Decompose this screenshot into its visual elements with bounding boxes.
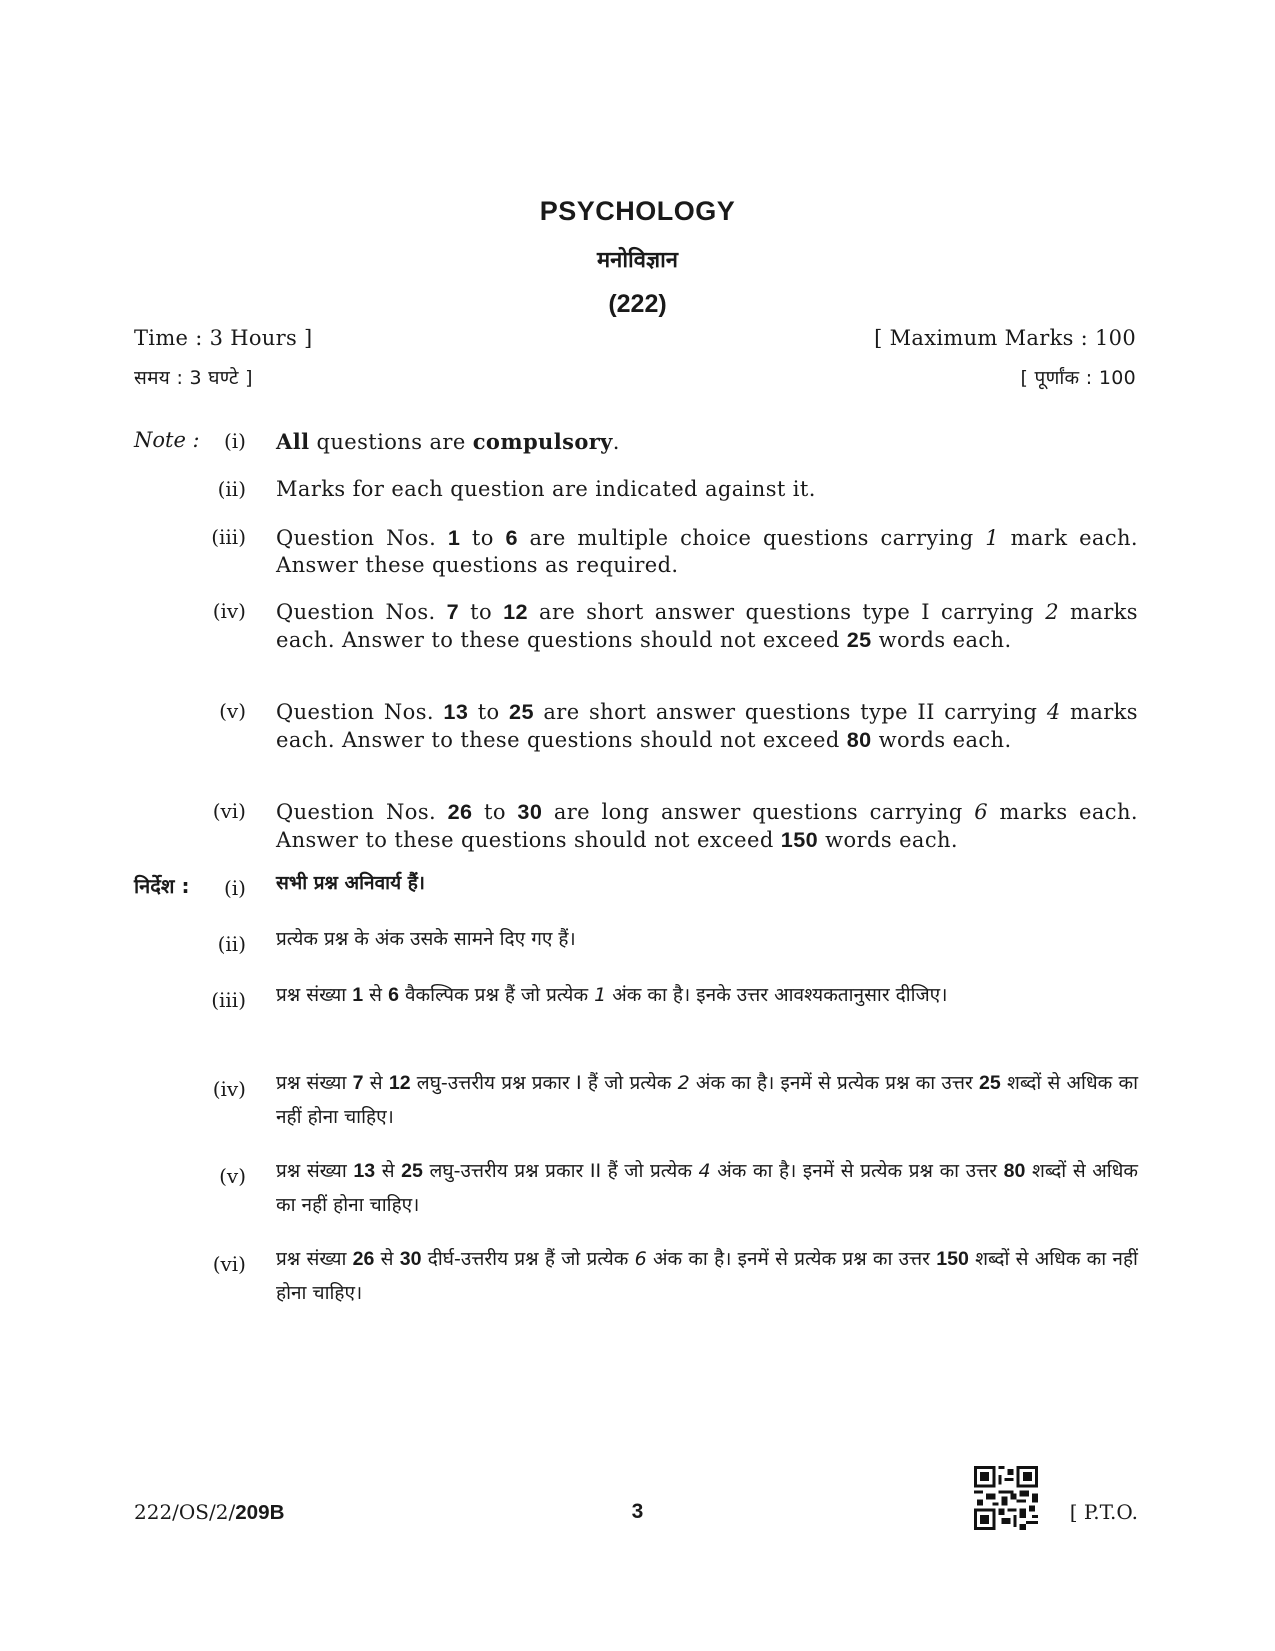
page-number: 3: [631, 1500, 644, 1523]
note-item-4: Question Nos. 7 to 12 are short answer questions type I carrying 2 marks each. Answer to these questions should not exceed 25 words each.: [276, 599, 1138, 652]
note-item-number: (v): [219, 699, 246, 723]
nirdesh-item-2: प्रत्येक प्रश्न के अंक उसके सामने दिए गए हैं।: [276, 928, 576, 950]
nirdesh-item-4: प्रश्न संख्या 7 से 12 लघु-उत्तरीय प्रश्न प्रकार I हैं जो प्रत्येक 2 अंक का है। इनमें से प्रत्येक प्रश्न का उत्तर 25 शब्दों से अधिक का नहीं होना चाहिए।: [276, 1072, 1138, 1128]
nirdesh-item-6: प्रश्न संख्या 26 से 30 दीर्घ-उत्तरीय प्रश्न हैं जो प्रत्येक 6 अंक का है। इनमें से प्रत्येक प्रश्न का उत्तर 150 शब्दों से अधिक का नहीं होना चाहिए।: [276, 1248, 1138, 1304]
note-label: Note :: [134, 428, 200, 452]
subject-title: PSYCHOLOGY: [539, 196, 736, 226]
note-item-number: (iv): [212, 599, 246, 623]
qr-code-icon: [974, 1466, 1038, 1530]
note-item-number: (vi): [212, 799, 246, 823]
subject-code: (222): [608, 290, 667, 318]
note-item-number: (i): [223, 429, 246, 453]
nirdesh-label: निर्देश :: [134, 874, 190, 898]
nirdesh-item-number: (v): [219, 1164, 246, 1188]
paper-code: 222/OS/2/209B: [134, 1500, 285, 1524]
note-item-1: All questions are compulsory.: [276, 429, 620, 454]
nirdesh-item-number: (i): [223, 876, 246, 900]
max-marks-english: [ Maximum Marks : 100: [874, 326, 1136, 350]
max-marks-hindi: [ पूर्णांक : 100: [1020, 367, 1136, 389]
nirdesh-item-number: (ii): [217, 932, 246, 956]
nirdesh-item-3: प्रश्न संख्या 1 से 6 वैकल्पिक प्रश्न हैं जो प्रत्येक 1 अंक का है। इनके उत्तर आवश्यकतानुसार दीजिए।: [276, 984, 948, 1006]
nirdesh-item-number: (iii): [211, 988, 246, 1012]
nirdesh-item-number: (vi): [212, 1252, 246, 1276]
note-item-number: (ii): [217, 477, 246, 501]
note-item-3: Question Nos. 1 to 6 are multiple choice questions carrying 1 mark each. Answer these questions as required.: [276, 525, 1138, 577]
time-hindi: समय : 3 घण्टे ]: [134, 367, 253, 389]
nirdesh-item-number: (iv): [212, 1077, 246, 1101]
time-english: Time : 3 Hours ]: [134, 326, 313, 350]
note-item-6: Question Nos. 26 to 30 are long answer questions carrying 6 marks each. Answer to these questions should not exceed 150 words each.: [276, 799, 1138, 852]
nirdesh-item-5: प्रश्न संख्या 13 से 25 लघु-उत्तरीय प्रश्न प्रकार II हैं जो प्रत्येक 4 अंक का है। इनमें से प्रत्येक प्रश्न का उत्तर 80 शब्दों से अधिक का नहीं होना चाहिए।: [276, 1160, 1138, 1216]
nirdesh-item-1: सभी प्रश्न अनिवार्य हैं।: [276, 872, 425, 894]
note-item-2: Marks for each question are indicated against it.: [276, 477, 816, 501]
subject-title-hindi: मनोविज्ञान: [596, 248, 678, 273]
note-item-5: Question Nos. 13 to 25 are short answer questions type II carrying 4 marks each. Answer to these questions should not exceed 80 words each.: [276, 699, 1138, 752]
pto-label: [ P.T.O.: [1069, 1500, 1138, 1524]
note-item-number: (iii): [211, 525, 246, 549]
